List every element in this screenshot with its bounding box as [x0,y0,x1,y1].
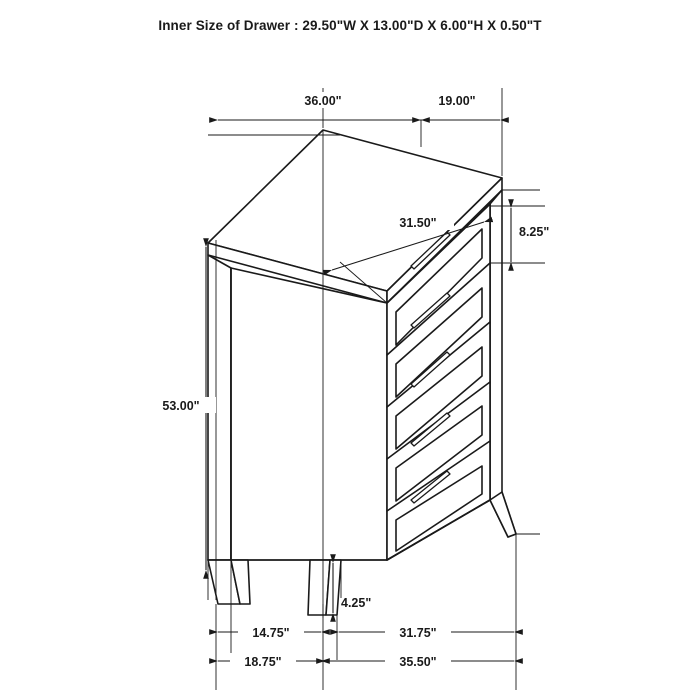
dim-label-side-depth-outer: 18.75" [244,655,282,669]
chest-body [208,130,516,615]
dim-label-front-width-outer: 35.50" [399,655,437,669]
chest-front-face [231,268,387,560]
dim-label-top-width: 36.00" [304,94,342,108]
dim-label-top-depth: 19.00" [438,94,476,108]
chest-right-side-panel [490,190,516,537]
dim-label-drawer-width: 31.50" [399,216,437,230]
dim-label-drawer-height: 8.25" [519,225,550,239]
page-title: Inner Size of Drawer : 29.50"W X 13.00"D X 6.00"H X 0.50"T [158,18,542,33]
leg-back-right [490,492,516,537]
dim-label-leg-height: 4.25" [341,596,372,610]
dim-label-side-depth-inner: 14.75" [252,626,290,640]
dim-label-front-width-inner: 31.75" [399,626,437,640]
dim-label-overall-height: 53.00" [162,399,200,413]
